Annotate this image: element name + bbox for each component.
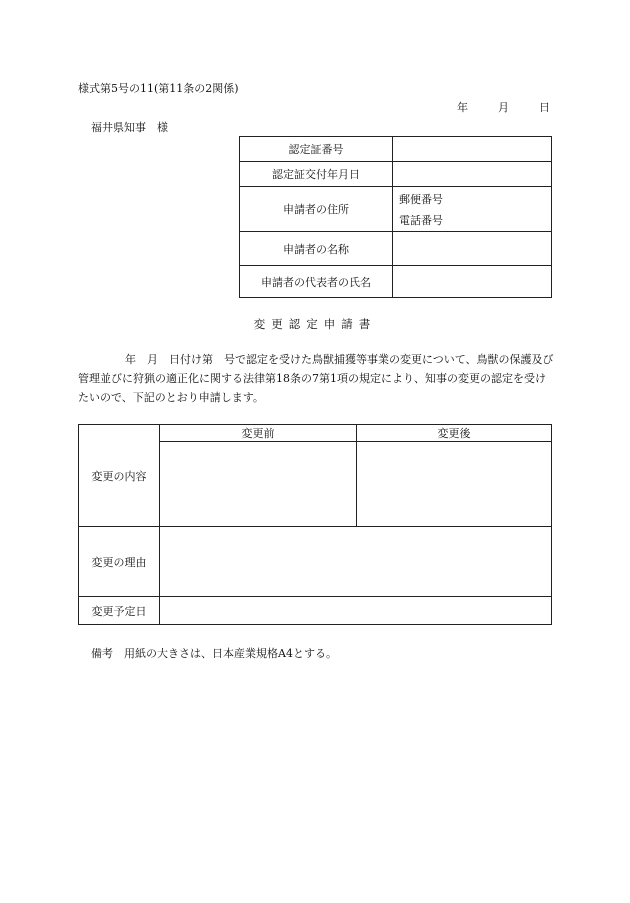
change-reason-row bbox=[79, 527, 552, 597]
cert-row-number bbox=[240, 137, 552, 162]
before-change-header: 変更前 bbox=[160, 425, 357, 442]
cert-number-label: 認定証番号 bbox=[240, 137, 393, 162]
change-table bbox=[78, 424, 552, 625]
date-year: 年 bbox=[457, 101, 468, 114]
addressee: 福井県知事 様 bbox=[91, 121, 168, 134]
before-change-field[interactable] bbox=[160, 442, 357, 527]
change-reason-field[interactable] bbox=[160, 527, 552, 597]
change-header-row bbox=[79, 425, 552, 442]
change-content-label: 変更の内容 bbox=[79, 425, 160, 527]
representative-name-label: 申請者の代表者の氏名 bbox=[240, 266, 393, 298]
change-date-row bbox=[79, 597, 552, 625]
date-line bbox=[457, 99, 550, 115]
form-number: 様式第5号の11(第11条の2関係) bbox=[78, 82, 239, 95]
cert-row-address bbox=[240, 187, 552, 232]
certificate-table bbox=[239, 136, 552, 298]
change-date-label: 変更予定日 bbox=[79, 597, 160, 625]
document-title: 変更認定申請書 bbox=[253, 317, 377, 331]
phone-number-label: 電話番号 bbox=[399, 214, 443, 227]
cert-row-representative bbox=[240, 266, 552, 298]
applicant-address-label: 申請者の住所 bbox=[240, 187, 393, 232]
date-day: 日 bbox=[539, 101, 550, 114]
after-change-header: 変更後 bbox=[357, 425, 552, 442]
change-date-field[interactable] bbox=[160, 597, 552, 625]
cert-number-field[interactable] bbox=[393, 137, 552, 162]
change-reason-label: 変更の理由 bbox=[79, 527, 160, 597]
cert-row-name bbox=[240, 232, 552, 266]
body-text: 年 月 日付け第 号で認定を受けた鳥獣捕獲等事業の変更について、鳥獣の保護及び管理並びに狩猟の適正化に関する法律第18条の7第1項の規定により、知事の変更の認定を受けたいので、下記のとおり申請します。 bbox=[78, 353, 554, 404]
after-change-field[interactable] bbox=[357, 442, 552, 527]
applicant-name-field[interactable] bbox=[393, 232, 552, 266]
cert-issue-date-field[interactable] bbox=[393, 162, 552, 187]
applicant-name-label: 申請者の名称 bbox=[240, 232, 393, 266]
remarks: 備考 用紙の大きさは、日本産業規格A4とする。 bbox=[91, 647, 337, 660]
cert-issue-date-label: 認定証交付年月日 bbox=[240, 162, 393, 187]
cert-row-date bbox=[240, 162, 552, 187]
applicant-address-field[interactable] bbox=[393, 187, 552, 232]
representative-name-field[interactable] bbox=[393, 266, 552, 298]
date-month: 月 bbox=[498, 101, 509, 114]
postal-code-label: 郵便番号 bbox=[399, 193, 443, 206]
